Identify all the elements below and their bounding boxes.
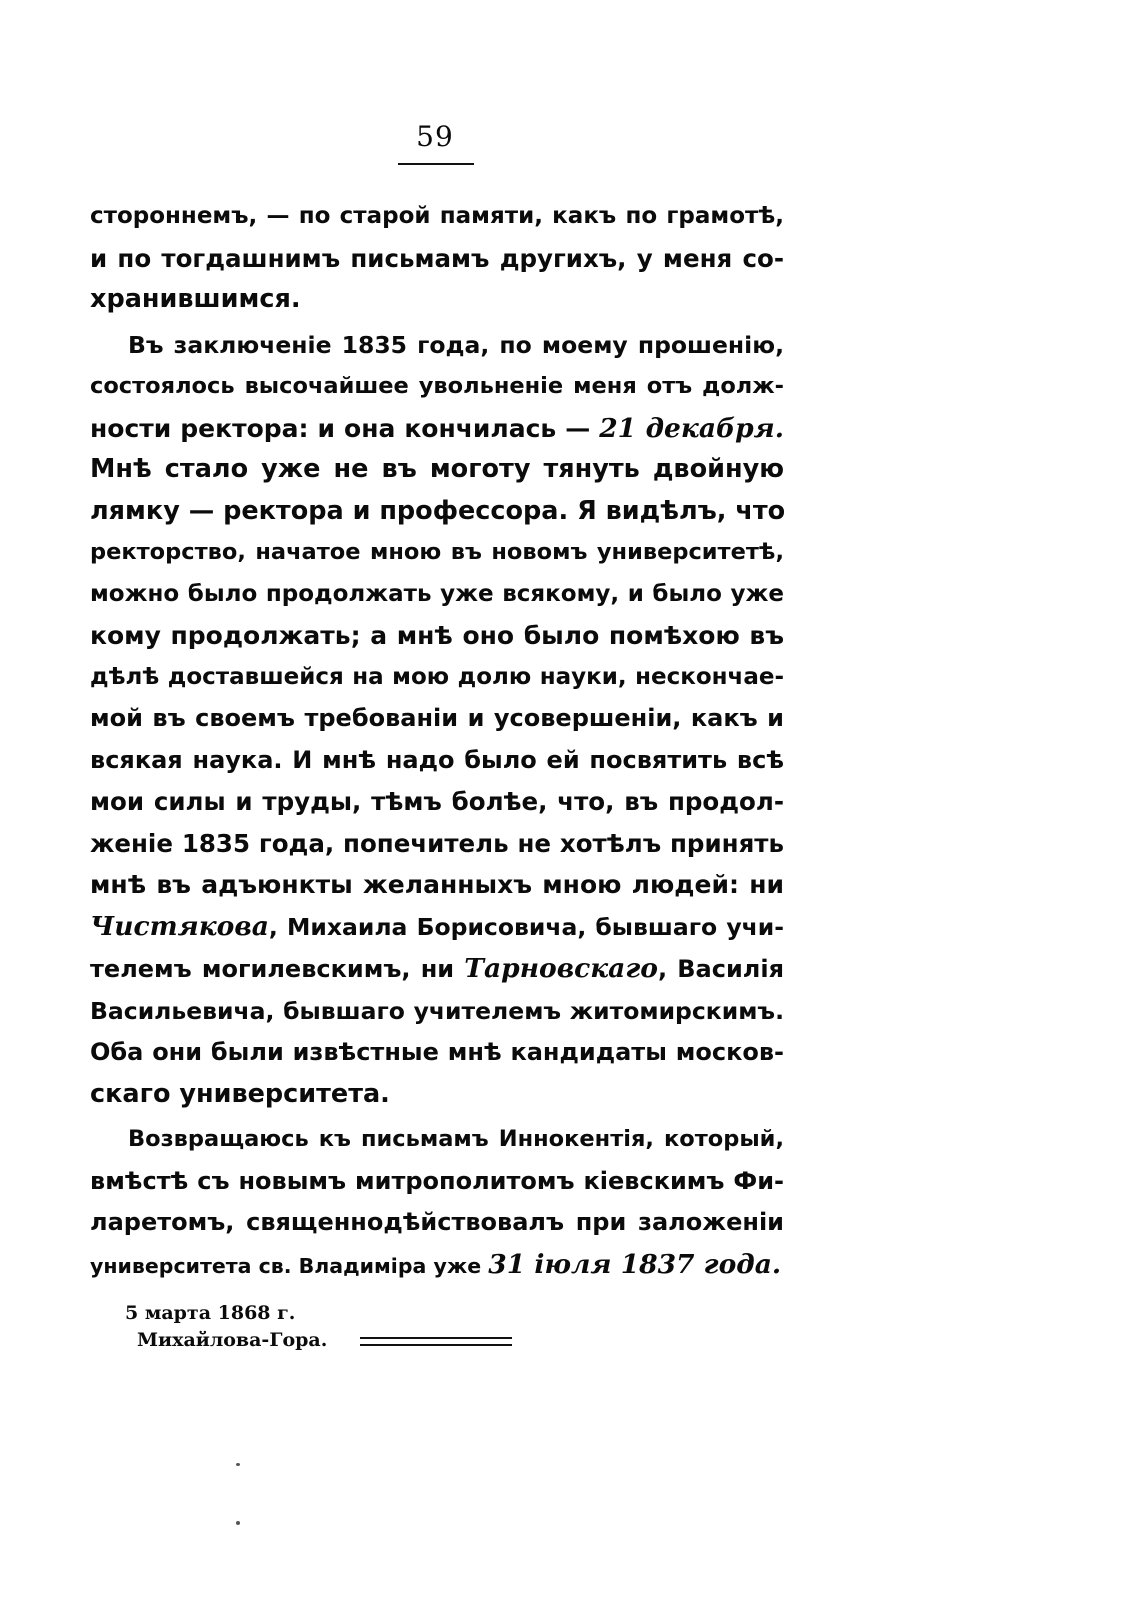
- text-line: [90, 238, 784, 280]
- text-line: [90, 1119, 784, 1161]
- text-segment: Мнѣ стало уже не въ моготу тянуть двойную: [90, 454, 784, 484]
- text-line: [90, 1074, 784, 1116]
- text-segment: мнѣ въ адъюнкты желанныхъ мною людей: ни: [90, 870, 784, 899]
- text-line: [90, 196, 784, 238]
- text-line: [90, 864, 784, 906]
- text-line: [90, 823, 784, 865]
- text-segment: лямку — ректора и профессора. Я видѣлъ, что: [90, 495, 786, 526]
- text-segment: кому продолжать; а мнѣ оно было помѣхою въ: [90, 621, 784, 650]
- text-segment: дѣлѣ доставшейся на мою долю науки, нескончае-: [90, 663, 784, 690]
- text-line: [90, 574, 784, 616]
- text-segment: ректорство, начатое мною въ новомъ университетѣ,: [90, 539, 784, 565]
- text-segment: хранившимся.: [90, 284, 301, 314]
- text-segment: университета св. Владиміра уже: [90, 1253, 489, 1278]
- text-segment: стороннемъ, — по старой памяти, какъ по грамотѣ,: [90, 203, 784, 229]
- text-segment: Васильевича, бывшаго учителемъ житомирскимъ.: [90, 996, 784, 1025]
- text-line: [90, 532, 784, 574]
- body-text: [90, 196, 784, 1287]
- text-line: [90, 740, 784, 782]
- text-segment: можно было продолжать уже всякому, и было уже: [90, 580, 784, 607]
- text-line: [90, 781, 784, 823]
- end-rule-top: [360, 1337, 512, 1339]
- text-line: [90, 948, 784, 991]
- italic-text: Чистякова: [90, 910, 269, 942]
- text-segment: скаго университета.: [90, 1078, 390, 1109]
- italic-text: Тарновскаго: [464, 953, 658, 984]
- paragraph: [90, 325, 784, 1116]
- text-segment: Возвращаюсь къ письмамъ Иннокентія, который,: [128, 1126, 784, 1152]
- text-segment: телемъ могилевскимъ, ни: [90, 955, 465, 983]
- end-rule-bottom: [360, 1344, 512, 1346]
- signature-block: [125, 1300, 327, 1354]
- text-line: [90, 615, 784, 657]
- text-line: [90, 279, 784, 321]
- text-segment: и по тогдашнимъ письмамъ другихъ, у меня со-: [90, 243, 784, 273]
- text-segment: женіе 1835 года, попечитель не хотѣлъ принять: [90, 828, 784, 858]
- text-line: [90, 366, 784, 408]
- text-line: [90, 991, 784, 1033]
- paragraph: [90, 1119, 784, 1287]
- text-segment: ности ректора: и она кончилась —: [90, 413, 600, 443]
- text-segment: мои силы и труды, тѣмъ болѣе, что, въ продол-: [90, 787, 784, 816]
- text-segment: Въ заключеніе 1835 года, по моему прошенію,: [128, 330, 784, 359]
- text-segment: Оба они были извѣстные мнѣ кандидаты москов-: [90, 1038, 784, 1066]
- text-segment: , Василія: [657, 955, 784, 983]
- text-line: [90, 325, 784, 367]
- text-line: [90, 657, 784, 699]
- text-segment: всякая наука. И мнѣ надо было ей посвятить всѣ: [90, 745, 784, 774]
- signature-place: Михайлова-Гора.: [137, 1329, 328, 1351]
- page-number-rule: [398, 163, 474, 165]
- text-line: [90, 698, 784, 740]
- text-line: [90, 1032, 784, 1074]
- paper-speck: [236, 1521, 240, 1525]
- text-line: [90, 449, 784, 491]
- paragraph: [90, 196, 784, 321]
- text-segment: мой въ своемъ требованіи и усовершеніи, какъ и: [90, 704, 784, 732]
- text-line: [90, 906, 784, 949]
- text-line: [90, 408, 784, 450]
- text-line: [90, 491, 784, 533]
- text-segment: вмѣстѣ съ новымъ митрополитомъ кіевскимъ Фи-: [90, 1166, 784, 1195]
- text-segment: ларетомъ, священнодѣйствовалъ при заложеніи: [90, 1208, 784, 1236]
- text-line: [90, 1244, 784, 1288]
- signature-date: 5 марта 1868 г.: [125, 1302, 296, 1324]
- text-line: [90, 1161, 784, 1203]
- text-segment: состоялось высочайшее увольненіе меня отъ долж-: [90, 373, 784, 399]
- text-line: [90, 1202, 784, 1244]
- page-number: 59: [416, 120, 454, 153]
- text-segment: , Михаила Борисовича, бывшаго учи-: [268, 912, 784, 941]
- italic-text: 21 декабря.: [599, 412, 785, 444]
- italic-text: 31 іюля 1837 года.: [488, 1248, 782, 1280]
- paper-speck: [236, 1463, 240, 1466]
